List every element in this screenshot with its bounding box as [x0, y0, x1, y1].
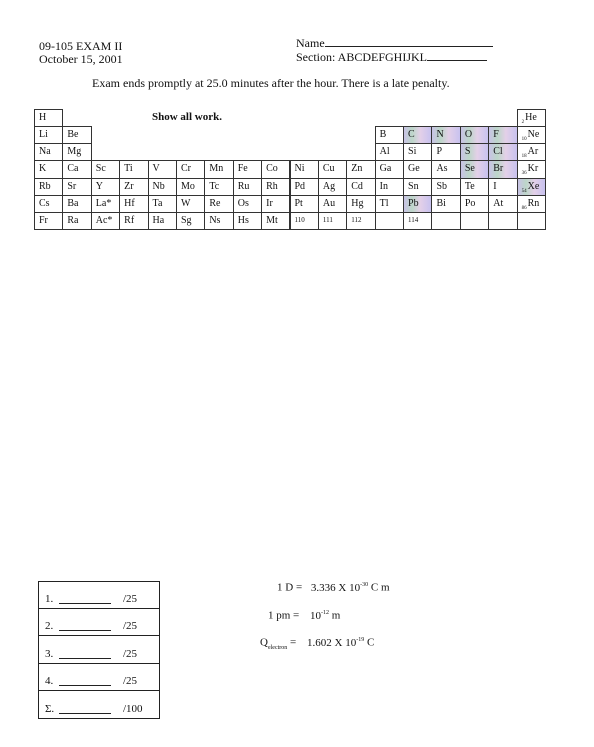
element-symbol: 110 [294, 215, 305, 224]
element-cell-tc [204, 178, 233, 196]
element-cell-be [62, 126, 91, 144]
element-symbol: Cu [322, 163, 335, 175]
element-symbol: Sr [67, 180, 77, 192]
periodic-table [34, 109, 545, 229]
debye-lhs: 1 D = [277, 581, 303, 594]
element-cell-ha [148, 212, 177, 230]
element-cell-o [460, 126, 489, 144]
score-row [39, 582, 159, 609]
element-cell-ni [290, 160, 319, 178]
element-cell-k [34, 160, 63, 178]
score-blank[interactable] [59, 685, 111, 686]
element-cell-hg [346, 195, 375, 213]
show-work-note: Show all work. [152, 111, 222, 123]
atomic-number: 2 [521, 120, 525, 125]
q-equals: = [287, 636, 297, 649]
element-symbol: Sc [95, 163, 106, 175]
element-cell-w [176, 195, 205, 213]
element-symbol: Ca [67, 163, 79, 175]
element-cell-nb [148, 178, 177, 196]
element-cell-te [460, 178, 489, 196]
q-unit: C [364, 636, 375, 649]
name-blank[interactable] [325, 46, 493, 47]
element-cell-ba [62, 195, 91, 213]
element-cell-mn [204, 160, 233, 178]
element-symbol: 112 [351, 215, 362, 224]
element-symbol: Hg [351, 197, 364, 209]
element-symbol: Mt [266, 214, 278, 226]
element-symbol: H [39, 112, 47, 123]
element-symbol: Zr [124, 180, 134, 192]
score-row [39, 609, 159, 636]
score-row [39, 636, 159, 663]
element-symbol: Te [464, 180, 475, 192]
element-cell-ra [62, 212, 91, 230]
question-number: 3. [45, 647, 54, 660]
element-cell-pb [403, 195, 432, 213]
atomic-number: 54 [521, 188, 527, 194]
element-symbol: 111 [322, 215, 333, 224]
section-row [296, 51, 487, 64]
element-cell-mo [176, 178, 205, 196]
debye-value: 3.336 X 10 [310, 581, 361, 594]
score-blank[interactable] [59, 658, 111, 659]
element-cell-ag [318, 178, 347, 196]
element-cell-n [431, 126, 460, 144]
question-number: Σ. [45, 702, 55, 715]
element-cell-rh [261, 178, 290, 196]
q-exponent: -19 [356, 637, 365, 643]
element-symbol: Co [266, 163, 278, 175]
element-symbol: C [408, 129, 415, 141]
element-cell-blank [375, 212, 404, 230]
element-cell-cs [34, 195, 63, 213]
element-symbol: Rb [39, 180, 51, 192]
element-symbol: Cl [493, 146, 503, 158]
element-cell-as [431, 160, 460, 178]
element-cell-ga [375, 160, 404, 178]
element-symbol: F [493, 129, 499, 141]
element-symbol: Re [209, 197, 221, 209]
element-cell-at [488, 195, 517, 213]
element-symbol: Sg [180, 214, 192, 226]
element-cell-si [403, 143, 432, 161]
element-symbol: Ha [152, 214, 165, 226]
element-symbol: Al [379, 146, 390, 158]
element-cell-fe [233, 160, 262, 178]
element-symbol: Mo [180, 180, 195, 192]
element-cell-cd [346, 178, 375, 196]
element-symbol: Be [67, 129, 79, 141]
element-cell-s [460, 143, 489, 161]
element-symbol: Ni [294, 163, 305, 175]
element-cell-se [460, 160, 489, 178]
element-cell-cr [176, 160, 205, 178]
element-cell-in [375, 178, 404, 196]
element-symbol: Tl [379, 197, 389, 209]
element-symbol: Tc [209, 180, 220, 192]
element-symbol: Ac* [95, 214, 113, 226]
element-symbol: O [464, 129, 473, 141]
debye-constant [277, 579, 390, 594]
element-symbol: V [152, 163, 160, 175]
element-symbol: Ga [379, 163, 392, 175]
element-symbol: Ra [67, 214, 79, 226]
element-cell-zr [119, 178, 148, 196]
element-symbol: Y [95, 180, 103, 192]
element-symbol: Rf [124, 214, 135, 226]
score-total: /25 [123, 647, 138, 660]
element-symbol: Os [237, 197, 249, 209]
element-symbol: He [525, 112, 537, 123]
element-symbol: Sn [408, 180, 419, 192]
element-cell-tl [375, 195, 404, 213]
element-symbol: Ns [209, 214, 221, 226]
element-cell-al [375, 143, 404, 161]
element-cell-ns [204, 212, 233, 230]
element-symbol: Na [39, 146, 51, 158]
element-symbol: Ti [124, 163, 133, 175]
element-symbol: Ag [322, 180, 336, 192]
element-cell-c [403, 126, 432, 144]
element-cell-114 [403, 212, 432, 230]
element-symbol: Mn [209, 163, 224, 175]
pm-lhs: 1 pm = [268, 609, 300, 622]
element-symbol: Ne [527, 129, 540, 141]
debye-exponent: -30 [360, 582, 369, 588]
element-symbol: K [39, 163, 47, 175]
question-number: 2. [45, 620, 54, 633]
atomic-number: 10 [521, 137, 527, 143]
element-cell-ti [119, 160, 148, 178]
q-subscript: electron [267, 644, 288, 651]
question-number: 4. [45, 674, 54, 687]
element-symbol: Cs [39, 197, 50, 209]
element-cell-blank [431, 212, 460, 230]
atomic-number: 36 [521, 171, 527, 177]
element-cell-rn [517, 195, 546, 213]
element-symbol: N [436, 129, 444, 141]
element-symbol: Li [39, 129, 48, 141]
element-cell-ar [517, 143, 546, 161]
element-symbol: Cr [180, 163, 191, 175]
element-symbol: Ta [152, 197, 163, 209]
q-symbol: Q [260, 636, 268, 649]
element-cell-112 [346, 212, 375, 230]
element-symbol: Ge [408, 163, 420, 175]
element-cell-he [517, 109, 546, 127]
element-cell-re [204, 195, 233, 213]
element-cell-blank [460, 212, 489, 230]
element-cell-cl [488, 143, 517, 161]
debye-unit: C m [368, 581, 390, 594]
element-cell-ac-star [91, 212, 120, 230]
element-symbol: Sb [436, 180, 447, 192]
element-symbol: Po [464, 197, 476, 209]
element-symbol: Rn [527, 197, 540, 209]
element-cell-bi [431, 195, 460, 213]
element-cell-la-star [91, 195, 120, 213]
score-box [38, 581, 160, 719]
element-cell-ta [148, 195, 177, 213]
element-symbol: Au [322, 197, 336, 209]
element-cell-hs [233, 212, 262, 230]
element-cell-os [233, 195, 262, 213]
element-cell-na [34, 143, 63, 161]
question-number: 1. [45, 593, 54, 606]
element-cell-sg [176, 212, 205, 230]
exam-instruction: Exam ends promptly at 25.0 minutes after the hour. There is a late penalty. [92, 76, 450, 90]
element-cell-ge [403, 160, 432, 178]
element-symbol: Nb [152, 180, 165, 192]
element-symbol: Fr [39, 214, 48, 226]
element-cell-xe [517, 178, 546, 196]
exam-date: October 15, 2001 [39, 52, 123, 66]
element-cell-hf [119, 195, 148, 213]
element-symbol: At [493, 197, 504, 209]
atomic-number: 86 [521, 205, 527, 211]
element-cell-110 [290, 212, 319, 230]
element-symbol: Ar [527, 146, 539, 158]
element-symbol: In [379, 180, 388, 192]
element-cell-blank [517, 212, 546, 230]
element-symbol: 114 [408, 215, 419, 224]
element-cell-li [34, 126, 63, 144]
element-symbol: Rh [266, 180, 278, 192]
element-symbol: Hf [124, 197, 135, 209]
element-symbol: Zn [351, 163, 363, 175]
element-symbol: Cd [351, 180, 363, 192]
element-symbol: Kr [527, 163, 539, 175]
element-symbol: Ba [67, 197, 79, 209]
exam-title: 09-105 EXAM II [39, 39, 123, 53]
element-cell-sc [91, 160, 120, 178]
element-cell-mg [62, 143, 91, 161]
element-cell-blank [488, 212, 517, 230]
element-cell-co [261, 160, 290, 178]
element-cell-111 [318, 212, 347, 230]
element-cell-kr [517, 160, 546, 178]
element-cell-sn [403, 178, 432, 196]
score-blank[interactable] [59, 603, 111, 604]
element-cell-ca [62, 160, 91, 178]
element-cell-sb [431, 178, 460, 196]
element-cell-f [488, 126, 517, 144]
element-symbol: Hs [237, 214, 249, 226]
score-blank[interactable] [59, 713, 111, 714]
section-blank[interactable] [427, 60, 487, 61]
score-row [39, 664, 159, 691]
element-cell-y [91, 178, 120, 196]
element-cell-au [318, 195, 347, 213]
element-symbol: Pt [294, 197, 303, 209]
score-total: /25 [123, 593, 138, 606]
section-label: Section: ABCDEFGHIJKL [296, 50, 428, 64]
element-symbol: W [180, 197, 191, 209]
name-row [296, 37, 493, 50]
element-cell-pd [290, 178, 319, 196]
element-symbol: Si [408, 146, 417, 158]
score-total: /25 [123, 620, 138, 633]
element-cell-sr [62, 178, 91, 196]
pm-value: 10 [310, 609, 322, 622]
atomic-number: 18 [521, 154, 527, 160]
element-cell-mt [261, 212, 290, 230]
element-cell-po [460, 195, 489, 213]
score-row [39, 691, 159, 718]
element-symbol: Pb [408, 197, 419, 209]
element-symbol: P [436, 146, 442, 158]
pm-unit: m [329, 609, 341, 622]
electron-charge-constant [260, 634, 374, 654]
name-label: Name [296, 36, 325, 50]
element-symbol: Se [464, 163, 475, 175]
picometer-constant [268, 607, 340, 622]
element-cell-pt [290, 195, 319, 213]
element-cell-p [431, 143, 460, 161]
element-cell-ru [233, 178, 262, 196]
element-cell-rf [119, 212, 148, 230]
element-symbol: La* [95, 197, 112, 209]
element-cell-rb [34, 178, 63, 196]
element-symbol: Mg [67, 146, 82, 158]
element-symbol: Bi [436, 197, 446, 209]
score-total: /100 [123, 702, 143, 715]
element-symbol: As [436, 163, 448, 175]
element-cell-ne [517, 126, 546, 144]
score-blank[interactable] [59, 630, 111, 631]
q-value: 1.602 X 10 [307, 636, 357, 649]
score-total: /25 [123, 674, 138, 687]
element-cell-cu [318, 160, 347, 178]
element-symbol: Fe [237, 163, 248, 175]
element-symbol: B [379, 129, 387, 141]
element-cell-fr [34, 212, 63, 230]
element-cell-ir [261, 195, 290, 213]
element-cell-h [34, 109, 63, 127]
element-symbol: Xe [527, 180, 540, 192]
element-symbol: Ir [266, 197, 273, 209]
element-symbol: S [464, 146, 471, 158]
pm-exponent: -12 [321, 610, 330, 616]
element-symbol: Br [493, 163, 504, 175]
element-cell-v [148, 160, 177, 178]
element-cell-zn [346, 160, 375, 178]
element-cell-br [488, 160, 517, 178]
element-cell-i [488, 178, 517, 196]
element-symbol: I [493, 180, 497, 192]
element-cell-b [375, 126, 404, 144]
element-symbol: Ru [237, 180, 250, 192]
element-symbol: Pd [294, 180, 306, 192]
